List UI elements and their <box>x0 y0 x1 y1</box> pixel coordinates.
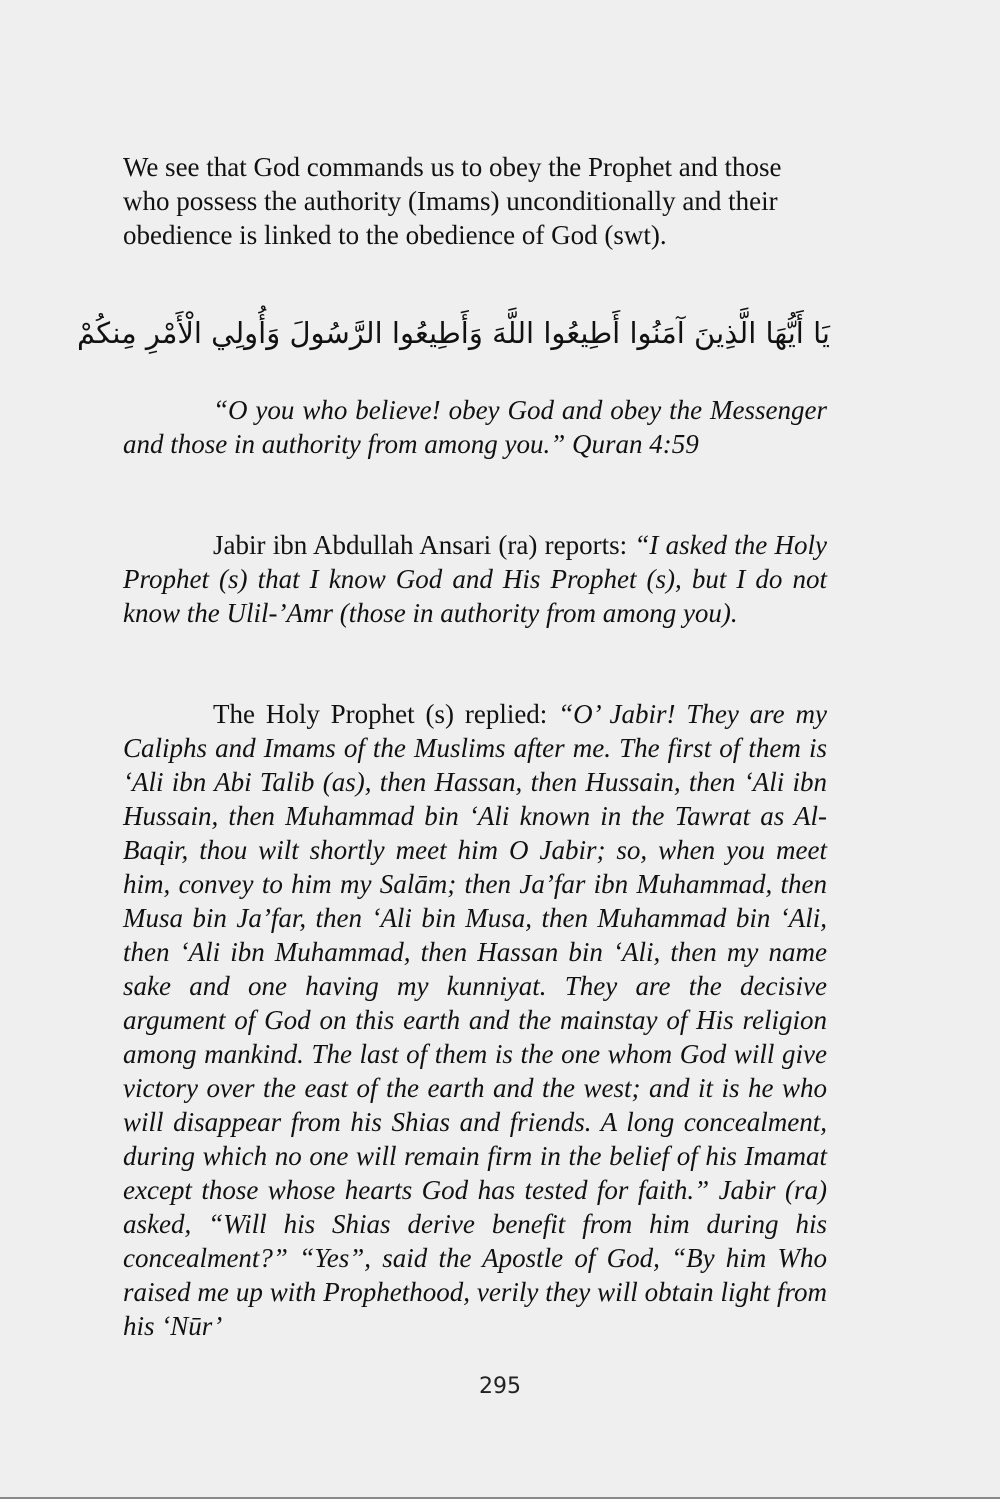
page-number: 295 <box>479 1374 521 1399</box>
jabir-intro: Jabir ibn Abdullah Ansari (ra) reports: <box>213 530 635 560</box>
intro-paragraph: We see that God commands us to obey the Prophet and those who possess the authority (Imams) unconditionally and their obedience is linked to the obedience of God (swt). <box>123 152 782 250</box>
prophet-quote: “O’ Jabir! They are my Caliphs and Imams of the Muslims after me. The first of them is ‘Ali ibn Abi Talib (as), then Hassan, then Hussain, then ‘Ali ibn Hussain, then Muhammad bin ‘Ali known in the Tawrat as Al-Baqir, thou wilt shortly meet him O Jabir; so, when you meet him, convey to him my Salām; then Ja’far ibn Muhammad, then Musa bin Ja’far, then ‘Ali bin Musa, then Muhammad bin ‘Ali, then ‘Ali ibn Muhammad, then Hassan bin ‘Ali, then my name sake and one having my kunniyat. They are the decisive argument of God on this earth and the mainstay of His religion among mankind. The last of them is the one whom God will give victory over the east of the earth and the west; and it is he who will disappear from his Shias and friends. A long concealment, during which no one will remain firm in the belief of his Imamat except those whose hearts God has tested for faith.” Jabir (ra) asked, “Will his Shias derive benefit from him during his concealment?” “Yes”, said the Apostle of God, “By him Who raised me up with Prophethood, verily they will obtain light from his ‘Nūr’ <box>123 699 827 1341</box>
jabir-paragraph <box>123 528 827 630</box>
prophet-reply-paragraph <box>123 697 827 1343</box>
verse-translation: “O you who believe! obey God and obey the Messenger and those in authority from among you.” Quran 4:59 <box>123 395 827 459</box>
jabir-quote: “I asked the Holy Prophet (s) that I know God and His Prophet (s), but I do not know the Ulil-’Amr (those in authority from among you). <box>123 530 827 628</box>
arabic-verse: يَا أَيُّهَا الَّذِينَ آمَنُوا أَطِيعُوا اللَّهَ وَأَطِيعُوا الرَّسُولَ وَأُولِي الْأَمْرِ مِنكُمْ <box>77 316 830 350</box>
prophet-intro: The Holy Prophet (s) replied: <box>213 699 559 729</box>
